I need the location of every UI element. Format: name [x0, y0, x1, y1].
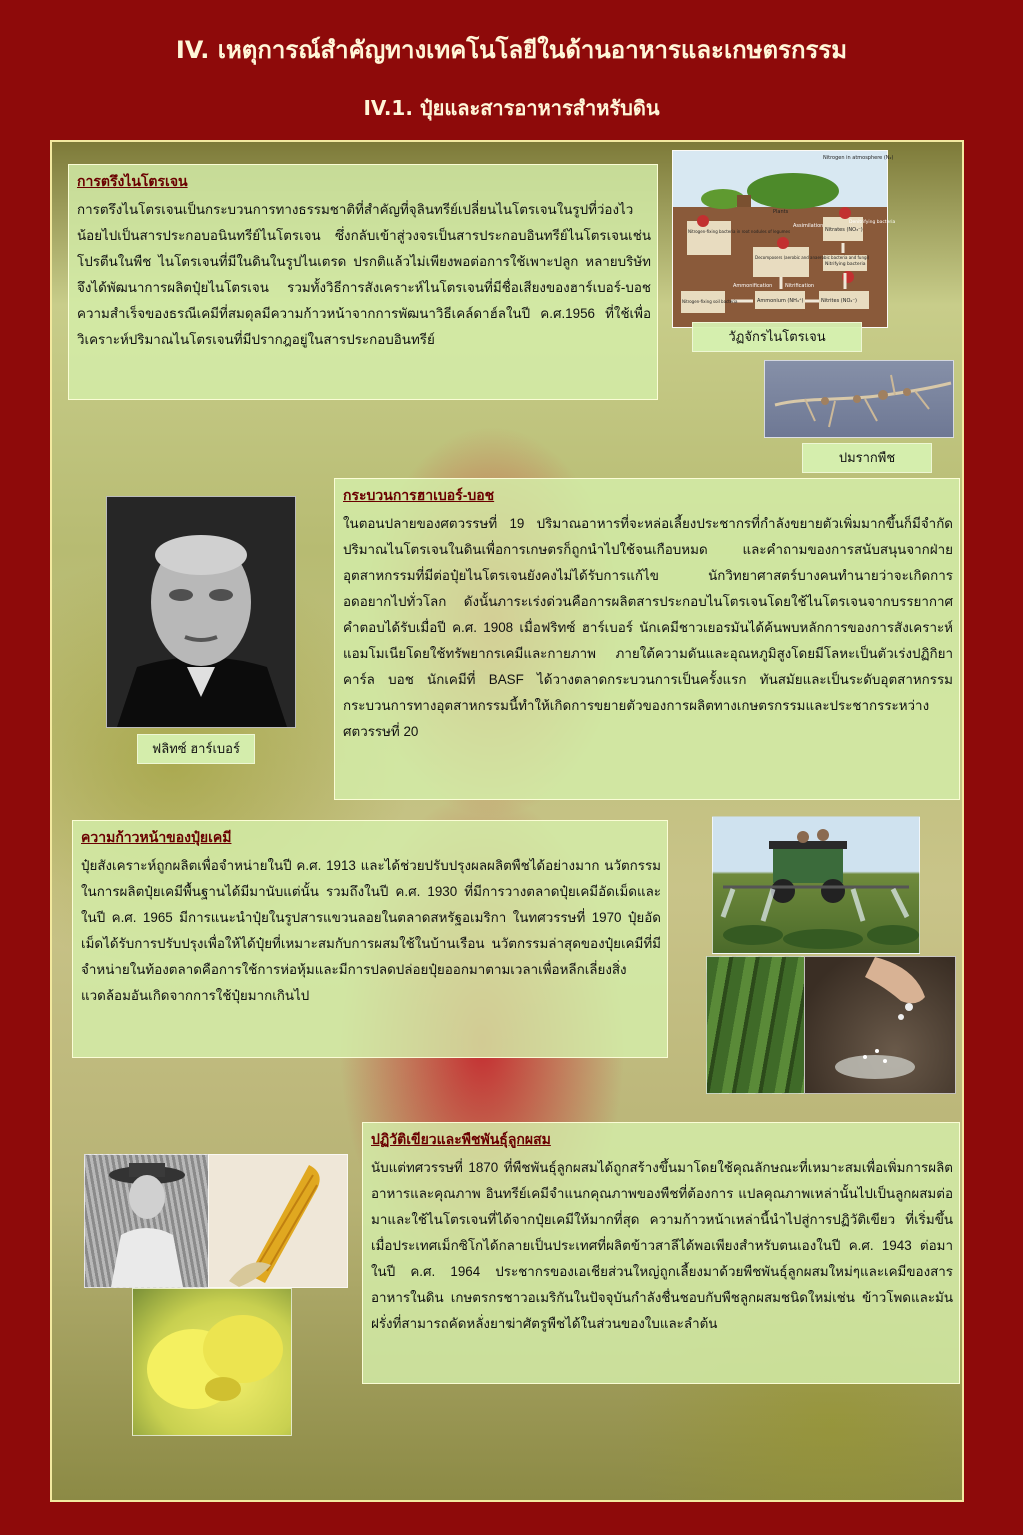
- diagram-decomposers-label: Decomposers (aerobic and anaerobic bacteria and fungi): [755, 255, 870, 260]
- nitrogen-fixation-body: การตรึงไนโตรเจนเป็นกระบวนการทางธรรมชาติที่สำคัญที่จุลินทรีย์เปลี่ยนไนโตรเจนในรูปที่ว่องไวน้อยไปเป็นสารประกอบอนินทรีย์ไนโตรเจน ซึ่งกลับเข้าสู่วงจรเป็นสารประกอบอินทรีย์ไนโตรเจนเช่นโปรตีนในพืช ไนโตรเจนที่มีในดินในรูปไนเตรด ปรกติแล้วไม่เพียงพอต่อการใช้เพาะปลูก หลายบริษัทจึงได้พัฒนาการผลิตปุ๋ยไนโตรเจน รวมทั้งวิธีการสังเคราะห์ไนโตรเจนที่มีชื่อเสียงของฮาร์เบอร์-บอช ความสำเร็จของธรณีเคมีที่สมดุลมีความก้าวหน้าจากการพัฒนาวิธีเคล์ดาฮ์ลในปี ค.ศ.1956 ที่ใช้เพื่อวิเคราะห์ปริมาณไนโตรเจนที่มีปรากฎอยู่ในสารประกอบอินทรีย์: [77, 202, 651, 347]
- haber-portrait: [106, 496, 296, 728]
- fertilizer-hand-photo: [804, 956, 956, 1094]
- content-panel: [50, 140, 964, 1502]
- page-title: IV. เหตุการณ์สำคัญทางเทคโนโลยีในด้านอาหารและเกษตรกรรม: [175, 36, 848, 64]
- diagram-soil-bacteria-label: Nitrogen-fixing soil bacteria: [682, 299, 738, 304]
- green-revolution-body: นับแต่ทศวรรษที่ 1870 ที่พืชพันธุ์ลูกผสมได้ถูกสร้างขึ้นมาโดยใช้คุณลักษณะที่เหมาะสมเพื่อเพิ่มการผลิตอาหารและคุณภาพ อินทรีย์เคมีจำแนกคุณภาพของพืชที่ต้องการ แปลคุณภาพเหล่านั้นไปเป็นลูกผสมต่อมาและใช้ไนโตรเจนที่ได้จากปุ๋ยเคมีให้มากที่สุด ความก้าวหน้าเหล่านี้นำไปสู่การปฏิวัติเขียว ที่เริ่มขึ้นเมื่อประเทศเม็กซิโกได้กลายเป็นประเทศที่ผลิตข้าวสาลีได้พอเพียงสำหรับตนเองในปี ค.ศ. 1943 ต่อมาในปี ค.ศ. 1964 ประชากรของเอเชียส่วนใหญ่ถูกเลี้ยงมาด้วยพืชพันธุ์ลูกผสมใหม่ๆและเคมีของสารอาหารในดิน เกษตรกรชาวอเมริกันในปัจจุบันกำลังชื่นชอบกับพืชลูกผสมชนิดใหม่เช่น ข้าวโพดและมันฝรั่งที่สามารถคัดหลั่งยาฆ่าศัตรูพืชได้ในส่วนของใบและลำต้น: [371, 1160, 953, 1331]
- root-nodules-photo: [764, 360, 954, 438]
- chemical-fertilizer-heading: ความก้าวหน้าของปุ๋ยเคมี: [81, 829, 232, 845]
- yellow-flower-photo: [132, 1288, 292, 1436]
- diagram-nitrifying-label: Nitrifying bacteria: [825, 262, 866, 267]
- haber-caption: ฟลิทซ์ ฮาร์เบอร์: [137, 734, 255, 764]
- haber-bosch-box: [334, 478, 960, 800]
- diagram-assimilation-label: Assimilation: [793, 223, 824, 229]
- nitrogen-cycle-caption: วัฏจักรไนโตรเจน: [692, 322, 862, 352]
- page-subtitle: IV.1. ปุ๋ยและสารอาหารสำหรับดิน: [363, 96, 660, 120]
- nitrogen-fixation-box: [68, 164, 658, 400]
- root-nodules-caption: ปมรากพืช: [802, 443, 932, 473]
- nitrogen-cycle-diagram: [672, 150, 896, 328]
- tractor-spraying-photo: [712, 816, 920, 954]
- haber-bosch-body: ในตอนปลายของศตวรรษที่ 19 ปริมาณอาหารที่จะหล่อเลี้ยงประชากรที่กำลังขยายตัวเพิ่มมากขึ้นก็มีจำกัด ปริมาณไนโตรเจนในดินเพื่อการเกษตรก็ถูกนำไปใช้จนเกือบหมด และคำถามของการสนับสนุนจากฝ่ายอุตสาหกรรมที่มีต่อปุ๋ยไนโตรเจนยังคงไม่ได้รับการแก้ไข นักวิทยาศาสตร์บางคนทำนายว่าจะเกิดการอดอยากไปทั่วโลก ดังนั้นภาระเร่งด่วนคือการผลิตสารประกอบไนโตรเจนโดยใช้ไนโตรเจนจากบรรยากาศ คำตอบได้รับเมื่อปี ค.ศ. 1908 เมื่อฟริทซ์ ฮาร์เบอร์ นักเคมีชาวเยอรมันได้ค้นพบหลักการของการสังเคราะห์แอมโมเนียโดยใช้ทรัพยากรเคมีและกายภาพ ภายใต้ความดันและอุณหภูมิสูงโดยมีโลหะเป็นตัวเร่งปฏิกิยา คาร์ล บอช นักเคมีที่ BASF ได้วางตลาดกระบวนการเป็นครั้งแรก ทันสมัยและเป็นระดับอุตสาหกรรม กระบวนการทางอุตสาหกรรมนี้ทำให้เกิดการขยายตัวของการผลิตทางเกษตรกรรมและประชากรระหว่างศตวรรษที่ 20: [343, 516, 953, 739]
- diagram-denitrifying-label: Denitrifying bacteria: [849, 220, 896, 225]
- diagram-legume-label: Nitrogen-fixing bacteria in root nodules of legumes: [688, 229, 791, 234]
- diagram-plants-label: Plants: [773, 209, 789, 215]
- diagram-ammonification-label: Ammonification: [733, 283, 773, 289]
- green-revolution-heading: ปฏิวัติเขียวและพืชพันธุ์ลูกผสม: [371, 1131, 551, 1147]
- diagram-atmosphere-label: Nitrogen in atmosphere (N₂): [823, 155, 894, 161]
- diagram-nitrification-label: Nitrification: [785, 283, 815, 289]
- diagram-nitrites-label: Nitrites (NO₂⁻): [821, 298, 857, 304]
- haber-bosch-heading: กระบวนการฮาเบอร์-บอช: [343, 487, 495, 503]
- corn-cob-photo: [208, 1154, 348, 1288]
- diagram-nitrates-label: Nitrates (NO₃⁻): [825, 227, 863, 233]
- diagram-ammonium-label: Ammonium (NH₄⁺): [757, 298, 804, 304]
- nitrogen-fixation-heading: การตรึงไนโตรเจน: [77, 173, 188, 189]
- chemical-fertilizer-box: [72, 820, 668, 1058]
- farmer-wheat-photo: [84, 1154, 210, 1288]
- green-revolution-box: [362, 1122, 960, 1384]
- chemical-fertilizer-body: ปุ๋ยสังเคราะห์ถูกผลิตเพื่อจำหน่ายในปี ค.ศ. 1913 และได้ช่วยปรับปรุงผลผลิตพืชได้อย่างมาก นวัตกรรมในการผลิตปุ๋ยเคมีพื้นฐานได้มีมานับแต่นั้น รวมถึงในปี ค.ศ. 1930 ที่มีการวางตลาดปุ๋ยเคมีอัดเม็ดและในปี ค.ศ. 1965 มีการแนะนำปุ๋ยในรูปสารแขวนลอยในตลาดสหรัฐอเมริกา ในทศวรรษที่ 1970 ปุ๋ยอัดเม็ดได้รับการปรับปรุงเพื่อให้ได้ปุ๋ยที่เหมาะสมกับการผสมใช้ในบ้านเรือน นวัตกรรมล่าสุดของปุ๋ยเคมีที่มีจำหน่ายในท้องตลาดคือการใช้การห่อหุ้มและมีการปลดปล่อยปุ๋ยออกมาตามเวลาเพื่อหลีกเลี่ยงสิ่งแวดล้อมอันเกิดจากการใช้ปุ๋ยมากเกินไป: [81, 858, 661, 1003]
